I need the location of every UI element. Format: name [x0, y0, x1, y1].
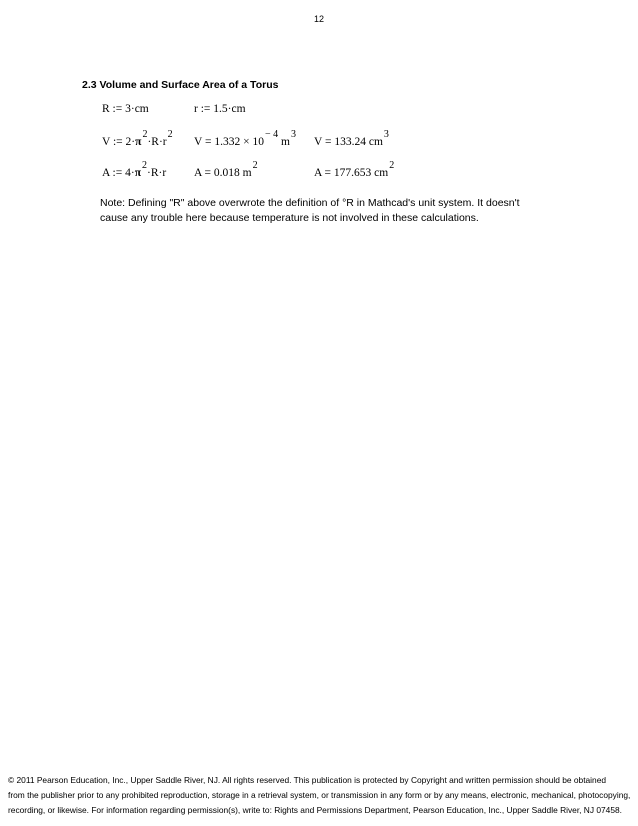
equation-area-definition — [102, 160, 167, 180]
pi-symbol: π — [135, 136, 142, 148]
equation-volume-definition — [102, 129, 173, 149]
pi-exponent: 2 — [142, 129, 148, 140]
equation-r-definition — [194, 104, 246, 116]
equation-product: ·R·r — [147, 136, 167, 148]
equation-operator: := — [112, 103, 123, 115]
pi-symbol: π — [134, 167, 142, 179]
section-heading: 2.3 Volume and Surface Area of a Torus — [82, 79, 279, 91]
equation-area-si — [194, 160, 258, 180]
equation-volume-si — [194, 129, 296, 149]
equation-operator: := — [200, 103, 211, 115]
footer-line: recording, or likewise. For information regarding permission(s), write to: Rights and Permissions Department, Pearson Education, Inc., Upper Saddle River, NJ 07458. — [8, 805, 622, 815]
equation-mantissa: 1.332 × 10 — [214, 136, 264, 148]
equation-lhs: V — [194, 136, 203, 148]
equation-lhs: r — [194, 103, 198, 115]
equation-lhs: A — [194, 167, 202, 179]
equation-lhs: A — [102, 167, 110, 179]
equation-lhs: R — [102, 103, 110, 115]
equation-value: 177.653 cm — [333, 167, 389, 179]
equation-value: 133.24 cm — [334, 136, 383, 148]
equation-R-definition — [102, 104, 149, 116]
note-paragraph — [100, 196, 520, 226]
copyright-footer — [8, 773, 633, 818]
equation-volume-cm — [314, 129, 389, 149]
equation-rhs: 3·cm — [125, 103, 149, 115]
equation-lhs: V — [314, 136, 323, 148]
pi-exponent: 2 — [142, 160, 148, 171]
equation-product: ·R·r — [147, 167, 167, 179]
equation-value: 0.018 m — [213, 167, 252, 179]
unit-exponent: 2 — [252, 160, 258, 171]
footer-line: © 2011 Pearson Education, Inc., Upper Saddle River, NJ. All rights reserved. This publication is protected by Copyright and written permission should be obtained — [8, 775, 607, 785]
r-exponent: 2 — [167, 129, 173, 140]
page-number: 12 — [313, 14, 324, 24]
equation-coefficient: 2· — [125, 136, 136, 148]
unit-exponent: 3 — [290, 129, 296, 140]
equation-operator: = — [324, 136, 332, 148]
equation-operator: := — [112, 136, 123, 148]
equation-lhs: V — [102, 136, 111, 148]
note-line: cause any trouble here because temperature is not involved in these calculations. — [100, 212, 479, 224]
equation-coefficient: 4· — [125, 167, 135, 179]
equation-operator: = — [204, 167, 212, 179]
equation-area-cm — [314, 160, 395, 180]
equation-operator: := — [112, 167, 123, 179]
unit-exponent: 2 — [389, 160, 395, 171]
equation-operator: = — [204, 136, 212, 148]
power-of-ten-exponent: − 4 — [264, 129, 279, 140]
equation-lhs: A — [314, 167, 322, 179]
equation-operator: = — [324, 167, 332, 179]
equation-rhs: 1.5·cm — [213, 103, 246, 115]
equation-unit: m — [281, 136, 290, 148]
note-line: Note: Defining "R" above overwrote the definition of °R in Mathcad's unit system. It doesn't — [100, 197, 520, 209]
footer-line: from the publisher prior to any prohibited reproduction, storage in a retrieval system, or transmission in any form or by any means, electronic, mechanical, photocopying, — [8, 790, 631, 800]
unit-exponent: 3 — [383, 129, 389, 140]
